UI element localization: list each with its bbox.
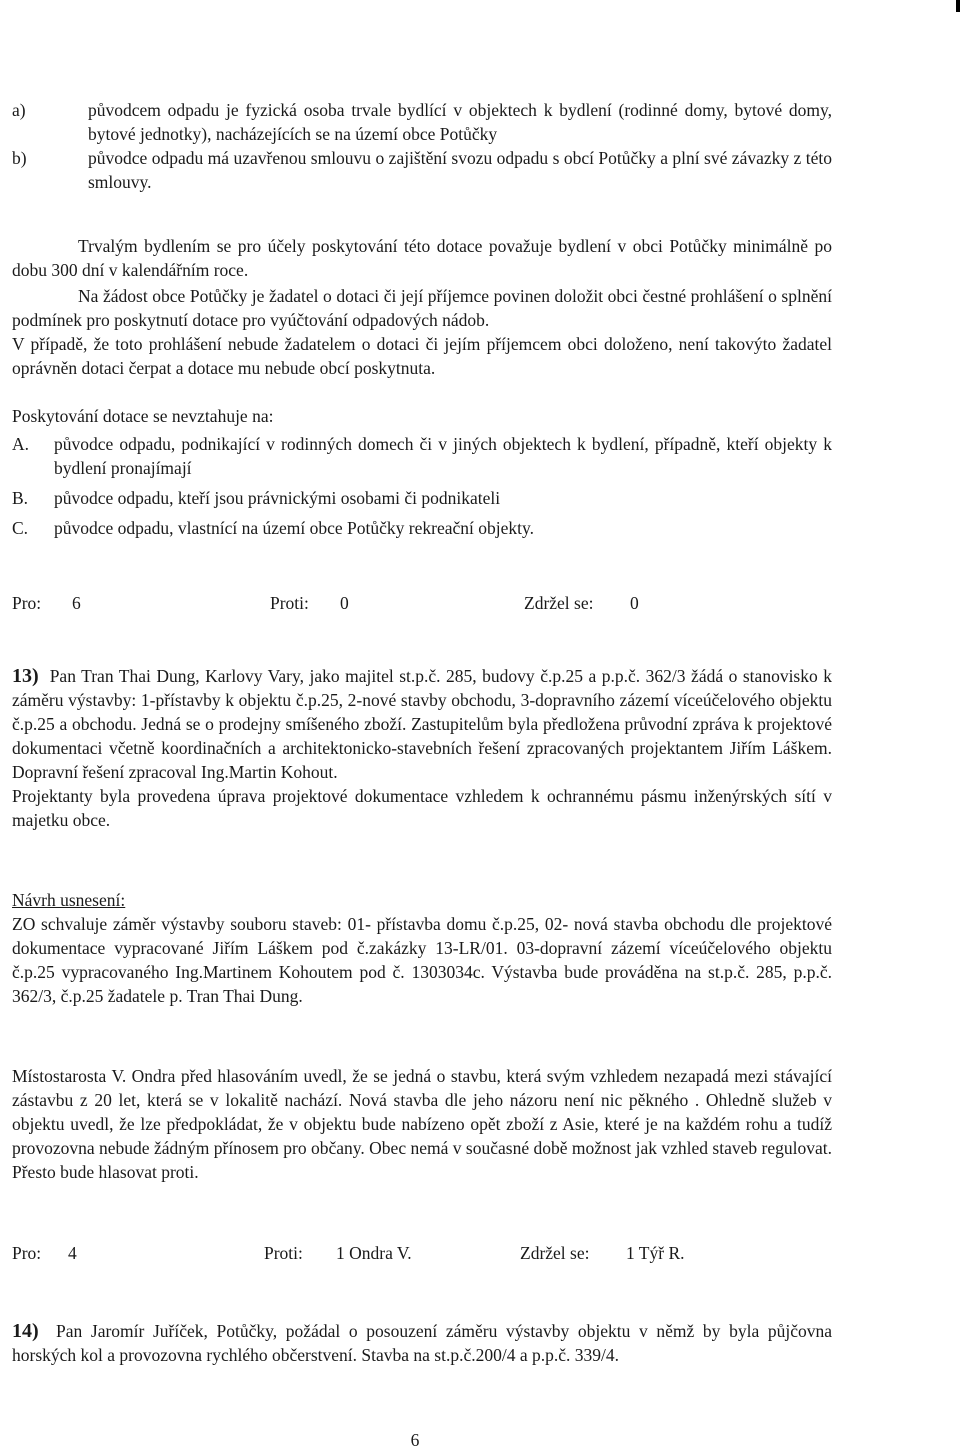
list-marker: B. xyxy=(12,488,29,508)
list-marker: C. xyxy=(12,518,29,538)
list-item xyxy=(12,98,832,146)
vote-proti-label: Proti: xyxy=(264,1243,303,1263)
agenda-item-14 xyxy=(12,1319,832,1367)
list-item xyxy=(12,516,832,540)
vote-pro-value: 6 xyxy=(72,593,81,613)
paragraph-text: V případě, že toto prohlášení nebude žadatelem o dotaci či jejím příjemcem obci doloženo, není takovýto žadatel oprávněn dotaci čerpat a dotace mu nebude obcí poskytnuta. xyxy=(12,334,832,378)
agenda-item-text xyxy=(12,664,832,784)
agenda-item-text-2: Projektanty byla provedena úprava projektové dokumentace vzhledem k ochrannému pásmu inženýrských sítí v majetku obce. xyxy=(12,786,832,830)
vote-proti-value: 0 xyxy=(340,593,349,613)
vote-proti-label: Proti: xyxy=(270,593,309,613)
list-marker: b) xyxy=(12,148,27,168)
vote-proti-value: 1 Ondra V. xyxy=(336,1243,412,1263)
list-marker: a) xyxy=(12,100,26,120)
agenda-item-number: 13) xyxy=(12,665,39,687)
vote-zdrzel-value: 0 xyxy=(630,593,639,613)
scan-edge-mark xyxy=(956,0,960,12)
paragraph-text: Trvalým bydlením se pro účely poskytování této dotace považuje bydlení v obci Potůčky minimálně po dobu 300 dní v kalendářním roce. xyxy=(12,236,832,280)
list-item-text: původcem odpadu je fyzická osoba trvale bydlící v objektech k bydlení (rodinné domy, bytové domy, bytové jednotky), nacházejících se na území obce Potůčky xyxy=(88,100,832,144)
list-item-text: původce odpadu, kteří jsou právnickými osobami či podnikateli xyxy=(54,488,501,508)
declaration-paragraph xyxy=(12,284,832,380)
conditions-list xyxy=(12,98,832,194)
vote-zdrzel-label: Zdržel se: xyxy=(520,1243,590,1263)
list-item xyxy=(12,432,832,480)
list-marker: A. xyxy=(12,434,30,454)
exclusions-list xyxy=(12,432,832,540)
agenda-item-text xyxy=(12,1319,832,1367)
vote-pro-label: Pro: xyxy=(12,593,42,613)
resolution-proposal xyxy=(12,888,832,1008)
exclusions-heading: Poskytování dotace se nevztahuje na: xyxy=(12,406,274,426)
vote-pro-label: Pro: xyxy=(12,1243,42,1263)
list-item xyxy=(12,146,832,194)
list-item-text: původce odpadu má uzavřenou smlouvu o zajištění svozu odpadu s obcí Potůčky a plní své závazky z této smlouvy. xyxy=(88,148,832,192)
vote-zdrzel-label: Zdržel se: xyxy=(524,593,594,613)
agenda-item-body: Pan Jaromír Juříček, Potůčky, požádal o posouzení záměru výstavby objektu v němž by byla půjčovna horských kol a provozovna rychlého občerstvení. Stavba na st.p.č.200/4 a p.p.č. 339/4. xyxy=(12,1321,833,1365)
agenda-item-number: 14) xyxy=(12,1320,39,1342)
deputy-comment xyxy=(12,1064,832,1184)
list-item-text: původce odpadu, vlastnící na území obce Potůčky rekreační objekty. xyxy=(54,518,534,538)
page-number: 6 xyxy=(410,1430,420,1450)
vote-result xyxy=(12,1241,832,1265)
paragraph-text: Na žádost obce Potůčky je žadatel o dotaci či její příjemce povinen doložit obci čestné prohlášení o splnění podmínek pro poskytnutí dotace pro vyúčtování odpadových nádob. xyxy=(12,286,832,330)
list-item xyxy=(12,486,832,510)
residence-paragraph xyxy=(12,234,832,282)
vote-pro-value: 4 xyxy=(68,1243,77,1263)
agenda-item-13 xyxy=(12,664,832,832)
comment-text: Místostarosta V. Ondra před hlasováním uvedl, že se jedná o stavbu, která svým vzhledem nezapadá mezi stávající zástavbu z 20 let, která se v lokalitě nachází. Nová stavba dle jeho názoru není nic pěkného . Ohledně služeb v objektu uvedl, že lze předpokládat, že v objektu bude nabízeno opět zboží z Asie, které je na každém rohu a tudíž provozovna nebude žádným přínosem pro občany. Obec nemá v současné době možnost jak vzhled staveb regulovat. Přesto bude hlasovat proti. xyxy=(12,1066,832,1182)
proposal-text: ZO schvaluje záměr výstavby souboru staveb: 01- přístavba domu č.p.25, 02- nová stavba obchodu dle projektové dokumentace vypracované Jiřím Láškem pod č.zakázky 13-LR/01. 03-dopravní zázemí víceúčelového objektu č.p.25 vypracovaného Ing.Martinem Kohoutem pod č. 1303034c. Výstavba bude prováděna na st.p.č. 285, p.p.č. 362/3, č.p.25 žadatele p. Tran Thai Dung. xyxy=(12,914,832,1006)
vote-result xyxy=(12,591,832,615)
list-item-text: původce odpadu, podnikající v rodinných domech či v jiných objektech k bydlení, případně, kteří objekty k bydlení pronajímají xyxy=(54,434,832,478)
agenda-item-body: Pan Tran Thai Dung, Karlovy Vary, jako majitel st.p.č. 285, budovy č.p.25 a p.p.č. 362/3 žádá o stanovisko k záměru výstavby: 1-přístavby k objektu č.p.25, 2-nové stavby obchodu, 3-dopravního zázemí víceúčelového objektu č.p.25 a obchodu. Jedná se o prodejny smíšeného zboží. Zastupitelům byla předložena průvodní zpráva k projektové dokumentaci včetně koordinačních a architektonicko-stavebních řešení zpracovaných projektantem Jiřím Láškem. Dopravní řešení zpracoval Ing.Martin Kohout. xyxy=(12,666,833,782)
proposal-heading: Návrh usnesení: xyxy=(12,890,126,910)
vote-zdrzel-value: 1 Týř R. xyxy=(626,1243,685,1263)
